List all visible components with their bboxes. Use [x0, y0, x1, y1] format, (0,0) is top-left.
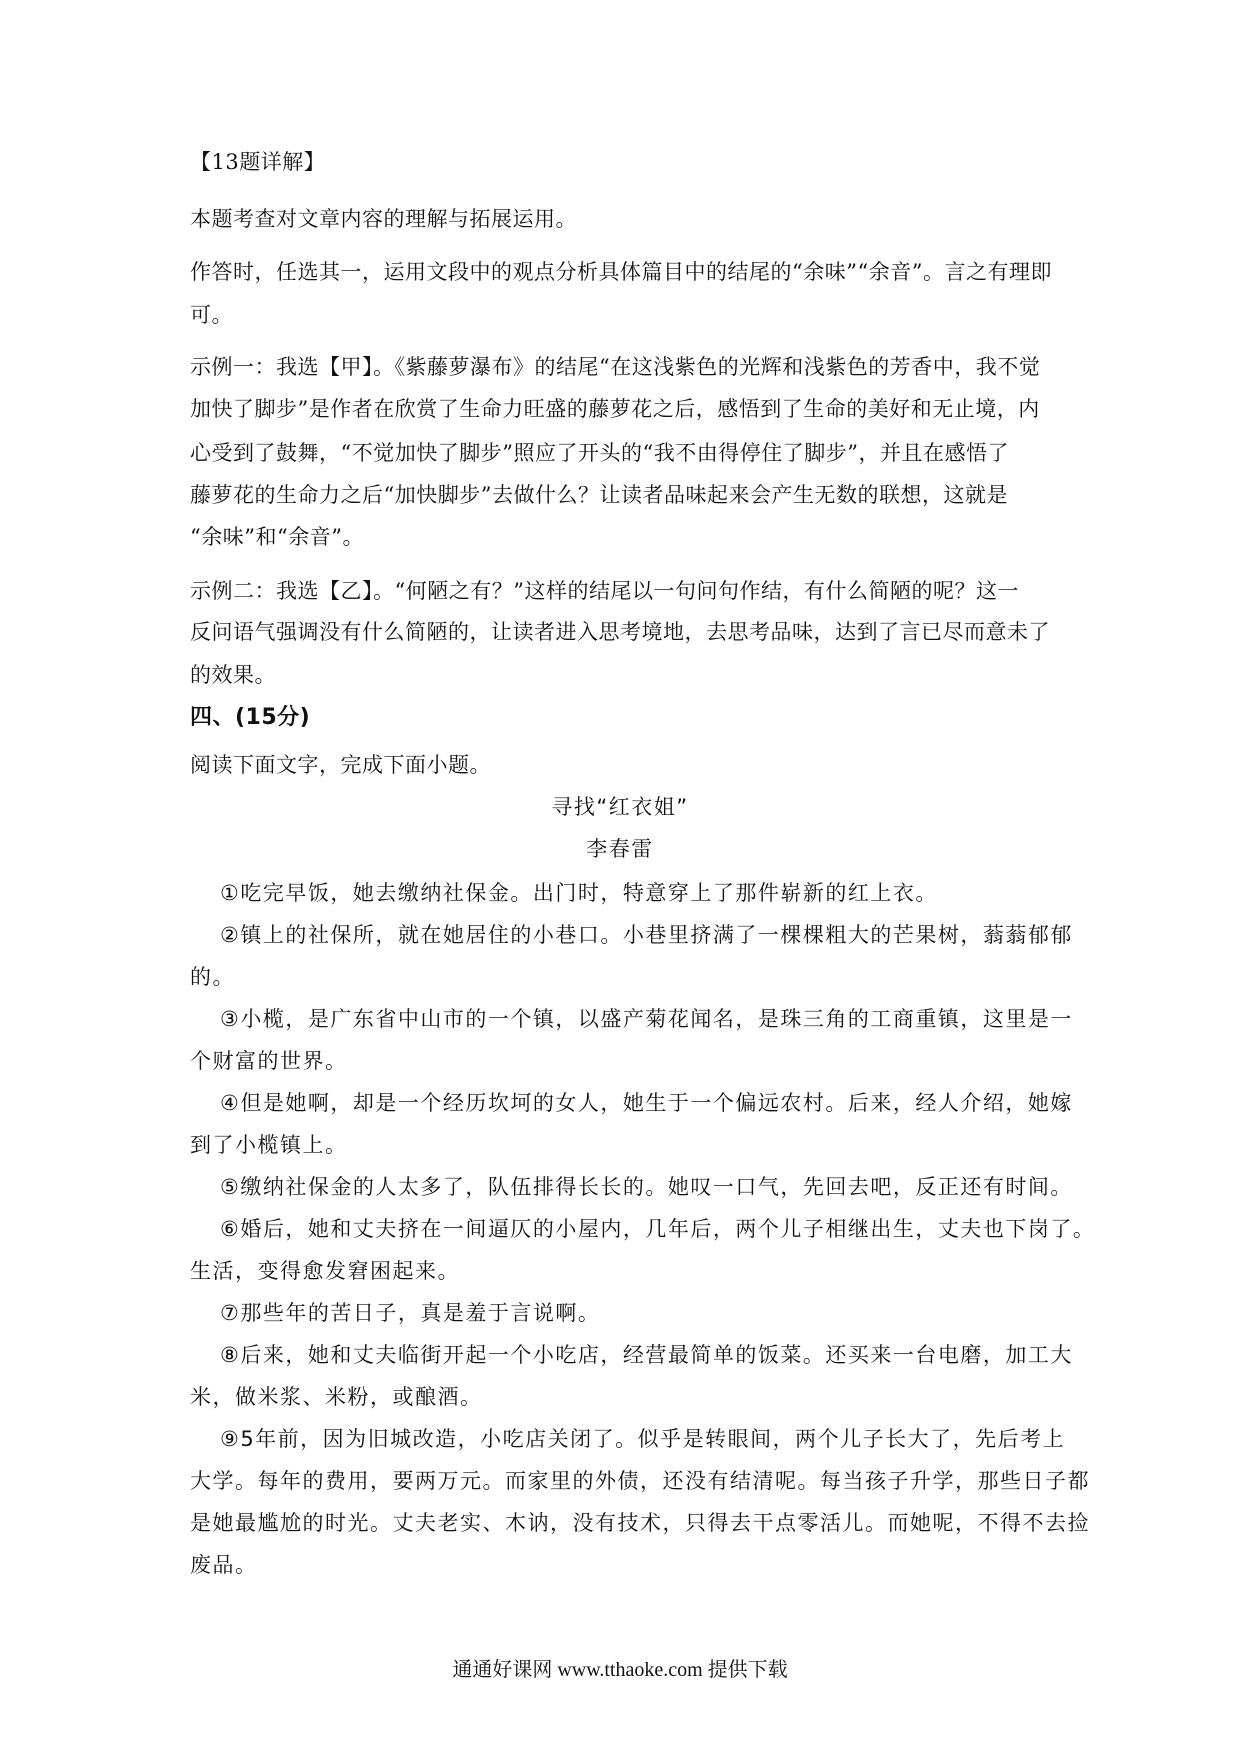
- explanation-line: 示例二：我选【乙】。“何陋之有？”这样的结尾以一句问句作结，有什么简陋的呢？这一: [190, 579, 1019, 603]
- explanation-line: 的效果。: [190, 663, 276, 687]
- explanation-line: 示例一：我选【甲】。《紫藤萝瀑布》的结尾“在这浅紫色的光辉和浅紫色的芳香中，我不觉: [190, 355, 1041, 379]
- explanation-line: 可。: [190, 303, 233, 327]
- story-paragraph-line: 的。: [190, 965, 235, 989]
- section-instruction: 阅读下面文字，完成下面小题。: [190, 753, 491, 777]
- story-paragraph-line: 米，做米浆、米粉，或酿酒。: [190, 1385, 483, 1409]
- story-paragraph-line: 个财富的世界。: [190, 1049, 348, 1073]
- section-heading: 四、(15分): [190, 705, 311, 730]
- story-paragraph-line: 到了小榄镇上。: [190, 1133, 348, 1157]
- story-paragraph-line: ①吃完早饭，她去缴纳社保金。出门时，特意穿上了那件崭新的红上衣。: [220, 881, 938, 905]
- story-title: 寻找“红衣姐”: [551, 795, 689, 819]
- story-author: 李春雷: [586, 837, 654, 861]
- story-paragraph-line: ②镇上的社保所，就在她居住的小巷口。小巷里挤满了一棵棵粗大的芒果树，蓊蓊郁郁: [220, 923, 1073, 947]
- explanation-line: 心受到了鼓舞，“不觉加快了脚步”照应了开头的“我不由得停住了脚步”，并且在感悟了: [190, 441, 1009, 465]
- story-paragraph-line: ④但是她啊，却是一个经历坎坷的女人，她生于一个偏远农村。后来，经人介绍，她嫁: [220, 1091, 1073, 1115]
- explanation-line: 藤萝花的生命力之后“加快脚步”去做什么？让读者品味起来会产生无数的联想，这就是: [190, 483, 1008, 507]
- footer-source-note: 通通好课网 www.tthaoke.com 提供下载: [452, 1659, 788, 1681]
- story-paragraph-line: ⑥婚后，她和丈夫挤在一间逼仄的小屋内，几年后，两个儿子相继出生，丈夫也下岗了。: [220, 1217, 1096, 1241]
- explanation-line: “余味”和“余音”。: [190, 525, 364, 549]
- story-paragraph-line: ⑤缴纳社保金的人太多了，队伍排得长长的。她叹一口气，先回去吧，反正还有时间。: [220, 1175, 1073, 1199]
- explanation-line: 加快了脚步”是作者在欣赏了生命力旺盛的藤萝花之后，感悟到了生命的美好和无止境，内: [190, 397, 1040, 421]
- story-paragraph-line: ⑦那些年的苦日子，真是羞于言说啊。: [220, 1301, 601, 1325]
- story-paragraph-line: ⑨5年前，因为旧城改造，小吃店关闭了。似乎是转眼间，两个儿子长大了，先后考上: [220, 1427, 1066, 1451]
- explanation-line: 作答时，任选其一，运用文段中的观点分析具体篇目中的结尾的“余味”“余音”。言之有理即: [190, 260, 1052, 284]
- story-paragraph-line: ⑧后来，她和丈夫临街开起一个小吃店，经营最简单的饭菜。还买来一台电磨，加工大: [220, 1343, 1073, 1367]
- story-paragraph-line: 大学。每年的费用，要两万元。而家里的外债，还没有结清呢。每当孩子升学，那些日子都: [190, 1469, 1090, 1493]
- explanation-heading: 【13题详解】: [190, 150, 326, 174]
- story-paragraph-line: 废品。: [190, 1553, 258, 1577]
- explanation-line: 本题考查对文章内容的理解与拓展运用。: [190, 207, 577, 231]
- story-paragraph-line: ③小榄，是广东省中山市的一个镇，以盛产菊花闻名，是珠三角的工商重镇，这里是一: [220, 1007, 1073, 1031]
- story-paragraph-line: 生活，变得愈发窘困起来。: [190, 1259, 460, 1283]
- story-paragraph-line: 是她最尴尬的时光。丈夫老实、木讷，没有技术，只得去干点零活儿。而她呢，不得不去捡: [190, 1511, 1090, 1535]
- explanation-line: 反问语气强调没有什么简陋的，让读者进入思考境地，去思考品味，达到了言已尽而意未了: [190, 620, 1050, 644]
